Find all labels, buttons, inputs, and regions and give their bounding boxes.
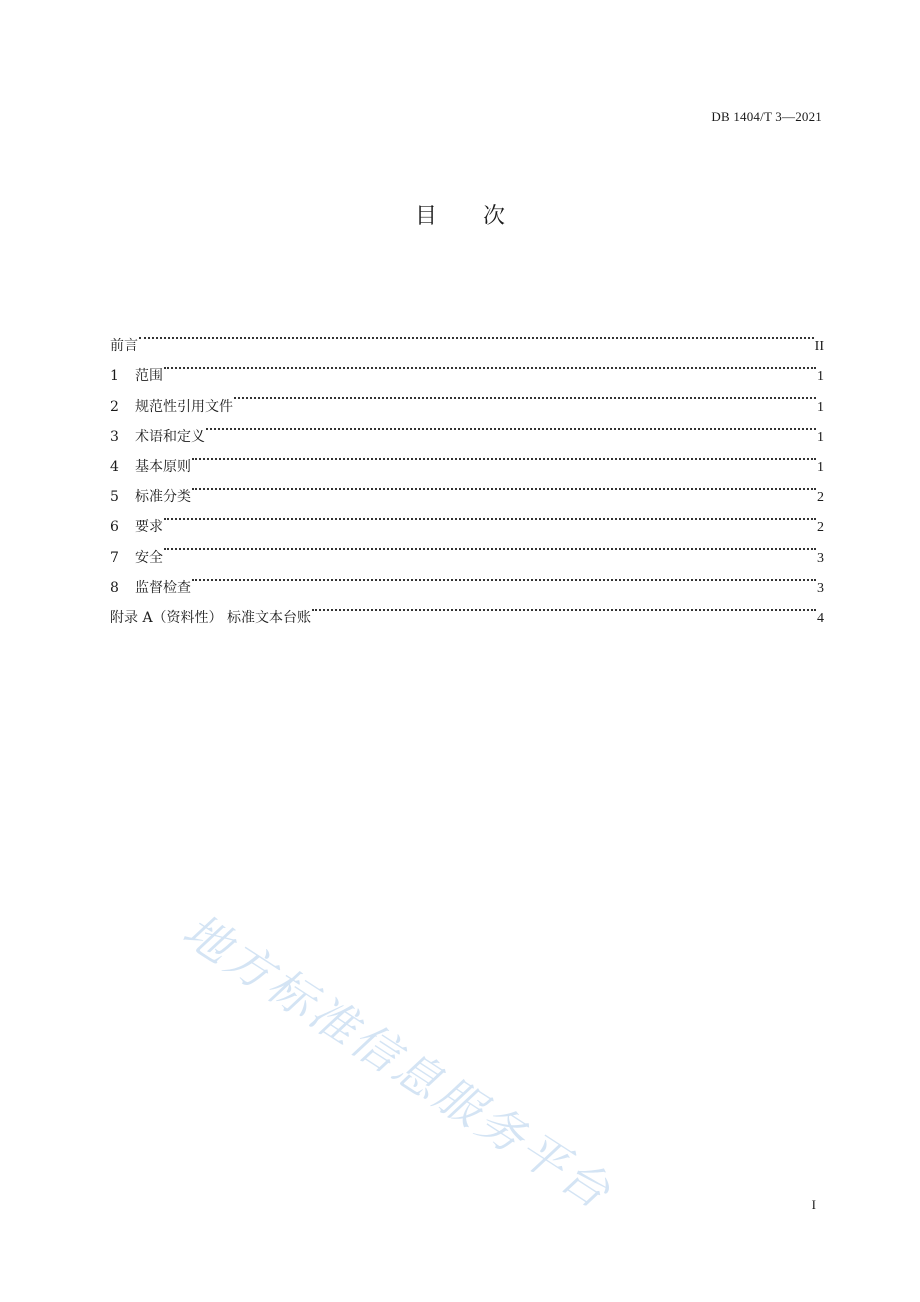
table-of-contents [110, 320, 824, 626]
toc-entry-appendix-a[interactable] [110, 592, 824, 626]
toc-entry-page: 3 [817, 550, 824, 566]
toc-entry-number: 3 [110, 428, 119, 445]
toc-entry-label: 监督检查 [135, 579, 191, 596]
toc-entry-scope[interactable] [110, 350, 824, 385]
toc-entry-number: 2 [110, 398, 119, 415]
toc-entry-label: 安全 [135, 549, 163, 566]
toc-entry-label: 术语和定义 [135, 428, 205, 445]
toc-leader-dots [164, 501, 816, 531]
toc-entry-page: 3 [817, 580, 824, 596]
toc-entry-number: 6 [110, 519, 119, 536]
toc-entry-number: 7 [110, 549, 119, 566]
toc-entry-number: 5 [110, 489, 119, 506]
toc-leader-dots [164, 350, 816, 380]
toc-entry-terms[interactable] [110, 411, 824, 445]
toc-leader-dots [139, 320, 814, 350]
toc-entry-page: 1 [817, 399, 824, 415]
toc-entry-supervision[interactable] [110, 562, 824, 596]
toc-entry-page: 1 [817, 429, 824, 445]
toc-entry-label: 范围 [135, 368, 163, 385]
toc-entry-number: 1 [110, 368, 119, 385]
toc-leader-dots [192, 562, 816, 592]
toc-entry-label: 要求 [135, 519, 163, 536]
toc-entry-page: 1 [817, 369, 824, 385]
toc-entry-normative-references[interactable] [110, 380, 824, 415]
toc-title: 目次 [414, 204, 551, 229]
toc-entry-page: II [814, 339, 824, 355]
toc-entry-label: 前言 [110, 338, 138, 355]
toc-entry-label: 标准分类 [135, 489, 191, 506]
toc-leader-dots [206, 411, 816, 441]
toc-leader-dots [164, 531, 816, 561]
toc-leader-dots [192, 471, 816, 501]
toc-leader-dots [234, 380, 816, 410]
toc-entry-label: 基本原则 [135, 458, 191, 475]
toc-leader-dots [192, 441, 816, 471]
toc-entry-number: 4 [110, 458, 119, 475]
page-number: I [811, 1197, 816, 1212]
watermark: 地方标准信息服务平台 [173, 902, 623, 1221]
toc-entry-page: 2 [817, 490, 824, 506]
toc-entry-classification[interactable] [110, 471, 824, 506]
toc-entry-page: 1 [817, 459, 824, 475]
toc-entry-foreword[interactable] [110, 320, 824, 355]
toc-entry-page: 2 [817, 520, 824, 536]
toc-entry-safety[interactable] [110, 531, 824, 566]
toc-entry-page: 4 [817, 610, 824, 626]
toc-entry-principles[interactable] [110, 441, 824, 475]
toc-entry-label: 规范性引用文件 [135, 398, 233, 415]
toc-leader-dots [312, 592, 816, 622]
toc-entry-requirements[interactable] [110, 501, 824, 536]
toc-entry-label: 附录 A（资料性） 标准文本台账 [110, 609, 312, 626]
toc-entry-number: 8 [110, 579, 119, 596]
document-code: DB 1404/T 3—2021 [711, 109, 822, 124]
